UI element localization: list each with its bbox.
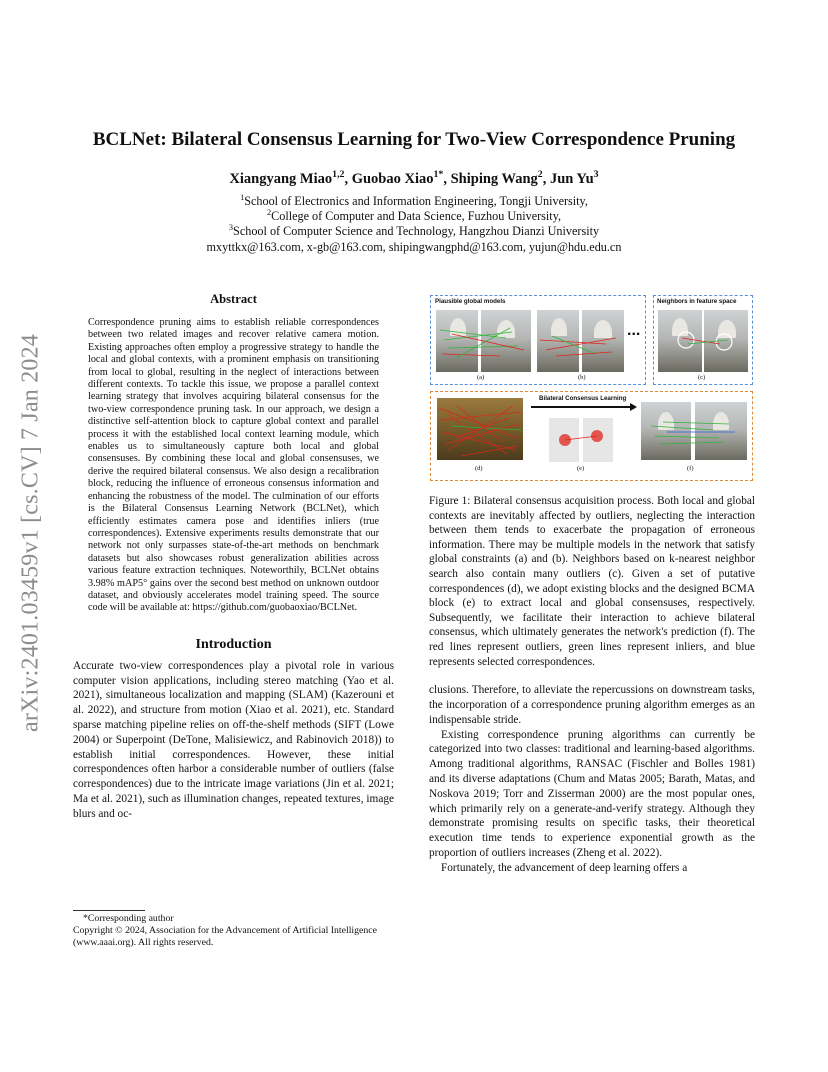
label-f: (f)	[687, 465, 694, 472]
flow-arrow-icon	[630, 403, 637, 411]
label-d: (d)	[475, 465, 483, 472]
author: Shiping Wang$^2$,	[450, 169, 550, 187]
copyright-notice: Copyright © 2024, Association for the Advancement of Artificial Intelligence (www.aaai.org). All rights reserved.	[73, 925, 377, 948]
bilateral-learning-title: Bilateral Consensus Learning	[539, 395, 627, 402]
label-e: (e)	[577, 465, 585, 472]
footnote	[73, 913, 393, 949]
correspondence-lines-ab	[436, 310, 626, 372]
arxiv-identifier	[14, 295, 48, 770]
global-models-title: Plausible global models	[435, 298, 506, 305]
feature-neighbors-panel	[653, 295, 753, 385]
author-emails: mxyttkx@163.com, x-gb@163.com, shipingwangphd@163.com, yujun@hdu.edu.cn	[206, 239, 622, 254]
affiliation: $^3$School of Computer Science and Technology, Hangzhou Dianzi University	[228, 223, 600, 239]
more-models-ellipsis: ...	[627, 322, 641, 339]
abstract-heading: Abstract	[210, 292, 257, 306]
label-c: (c)	[698, 374, 706, 381]
right-column	[429, 292, 755, 875]
author-list	[60, 171, 768, 188]
author: Guobao Xiao$^{1*}$,	[351, 169, 451, 187]
footnote-divider	[73, 910, 145, 911]
affiliations	[60, 194, 768, 255]
neighbor-circles	[658, 310, 748, 372]
intro-paragraph-1-continued: clusions. Therefore, to alleviate the repercussions on downstream tasks, the incorporation of a correspondence pruning algorithm emerges as an indispensable stride.	[429, 684, 755, 726]
figure-1	[429, 292, 755, 484]
predicted-correspondence-lines	[641, 402, 747, 460]
intro-paragraph-3: Fortunately, the advancement of deep learning offers a	[441, 861, 688, 874]
global-models-panel	[430, 295, 646, 385]
attention-highlights	[549, 418, 613, 462]
corresponding-author-note: *Corresponding author	[83, 913, 174, 924]
label-a: (a)	[477, 374, 485, 381]
arxiv-identifier-text: arXiv:2401.03459v1 [cs.CV] 7 Jan 2024	[17, 333, 44, 732]
author: Xiangyang Miao$^{1,2}$,	[229, 169, 352, 187]
left-column	[73, 292, 394, 822]
affiliation: $^2$College of Computer and Data Science, Fuzhou University,	[266, 208, 562, 224]
introduction-heading: Introduction	[195, 636, 272, 652]
bilateral-consensus-panel	[430, 391, 753, 481]
feature-neighbors-title: Neighbors in feature space	[657, 298, 737, 305]
intro-paragraph-2: Existing correspondence pruning algorithms can currently be categorized into two classes: traditional and learning-based algorithms. Among traditional algorithms, RANSAC (Fischler and Bolles 1981) and its diverse adaptations (Chum and Matas 2005; Barath, Matas, and Noskova 2019; Torr and Zisserman 2000) are the most popular ones, which primarily rely on a generate-and-verify strategy. Although they demonstrate promising results on specific tasks, their theoretical execution time tends to experience exponential growth as the proportion of outliers increases (Zheng et al. 2022).	[429, 728, 755, 859]
intro-paragraph-1: Accurate two-view correspondences play a pivotal role in various computer vision applications, including stereo matching (Yao et al. 2021), simultaneous localization and mapping (SLAM) (Kazerouni et al. 2022), and structure from motion (Xiao et al. 2021), etc. Standard sparse matching pipeline relies on off-the-shelf methods (SIFT (Lowe 2004) or Superpoint (DeTone, Malisiewicz, and Rabinovich 2018)) to establish initial correspondences. However, these initial correspondences often harbor a considerable number of outliers (false correspondences) due to the intricate image variations (Jin et al. 2021; Ma et al. 2021), such as illumination changes, repeated textures, image blurs and oc-	[73, 659, 394, 820]
author: Jun Yu$^3$	[549, 169, 599, 187]
figure-1-caption: Figure 1: Bilateral consensus acquisition process. Both local and global contexts are inevitably affected by outliers, neglecting the interaction between them tends to exacerbate the propagation of erroneous information. There may be multiple models in the network that satisfy global constraints (a) and (b). Neighbors based on k-nearest neighbor search also contain many outliers (c). Given a set of putative correspondences (d), we adopt existing blocks and the designed BCMA block (e) to extract local and global consensuses, respectively. Subsequently, we facilitate their interaction to achieve bilateral consensus, which ultimately generates the network's prediction (f). The red lines represent outliers, green lines represent inliers, and blue represents selected correspondences.	[429, 495, 755, 668]
putative-correspondence-lines	[437, 398, 523, 460]
affiliation: $^1$School of Electronics and Information Engineering, Tongji University,	[240, 192, 588, 208]
abstract-text: Correspondence pruning aims to establish reliable correspondences between two related images and recover relative camera motion. Existing approaches often employ a progressive strategy to handle the local and global contexts, with a prominent emphasis on transitioning from local to global, resulting in the neglect of interactions between different contexts. To tackle this issue, we propose a parallel context learning strategy that involves acquiring bilateral consensus for the two-view correspondence pruning task. In our approach, we design a distinctive self-attention block to capture global context and parallel process it with the established local context learning module, which enables us to simultaneously capture both local and global consensuses. By combining these local and global consensuses, we derive the required bilateral consensus. We also design a recalibration block, reducing the influence of erroneous consensus information and enhancing the robustness of the model. The culmination of our efforts is the Bilateral Consensus Learning Network (BCLNet), which efficiently estimates camera pose and identifies inliers (true correspondences). Extensive experiments results demonstrate that our network not only surpasses state-of-the-art methods on benchmark datasets but also showcases robust generalization abilities across various feature extraction techniques. Noteworthily, BCLNet obtains 3.98% mAP5° gains over the second best method on unknown outdoor dataset, and obviously accelerates model training speed. The source code will be available at: https://github.com/guobaoxiao/BCLNet.	[88, 317, 379, 614]
label-b: (b)	[578, 374, 586, 381]
paper-title: BCLNet: Bilateral Consensus Learning for Two-View Correspondence Pruning	[92, 129, 736, 150]
flow-arrow-line	[531, 406, 631, 408]
